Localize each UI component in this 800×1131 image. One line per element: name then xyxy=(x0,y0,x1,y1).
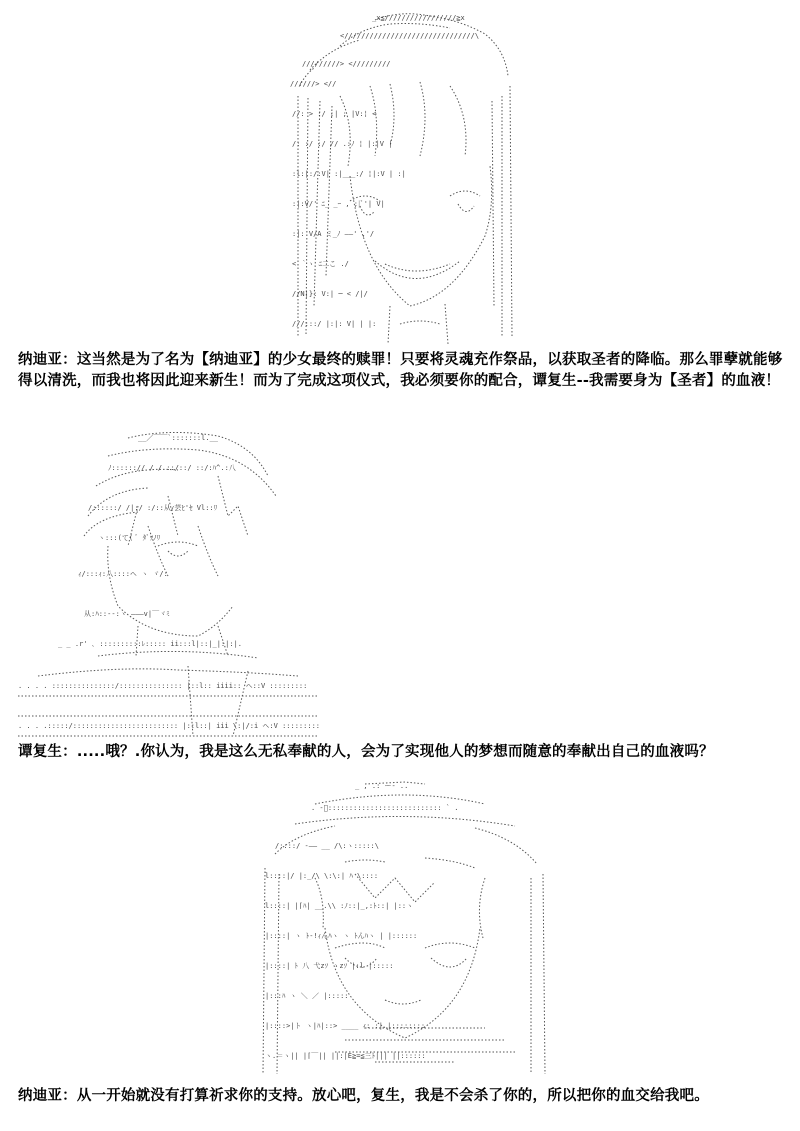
svg-text:_x≦/////////////////≧x: _x≦/////////////////≧x xyxy=(372,14,465,22)
svg-text::l:|:/:V| :|___:/ ¦|:V | :|: :l:|:/:V| :|___:/ ¦|:V | :| xyxy=(292,170,406,178)
svg-text:ヽ:::(て( ﾞ ﾀﾞｿﾉﾘ: ヽ:::(て( ﾞ ﾀﾞｿﾉﾘ xyxy=(98,534,161,542)
speaker-name: 谭复生： xyxy=(18,744,77,760)
dialogue-text: 这当然是为了名为【纳迪亚】的少女最终的赎罪！只要将灵魂充作祭品，以获取圣者的降临。那么罪孽就能够得以清洗，而我也将因此迎来新生！而为了完成这项仪式，我必须要你的配合，谭复生--我需要身为【圣者】的血液！ xyxy=(18,352,783,389)
svg-text:///:::/ |:|: V| | |:: ///:::/ |:|: V| | |: xyxy=(292,320,377,328)
speaker-name: 纳迪亚： xyxy=(18,1088,77,1104)
dialogue-tan-fusheng xyxy=(18,742,788,763)
svg-text:l::::|/ |:_/\ \:\:| ﾊ \: l::::|/ |:_/\ \:\:| ﾊ \:::: xyxy=(265,872,379,880)
svg-text:|::::| ﾄ 八 弋zｿ ゝzｿ |:l: |::::| ﾄ 八 弋zｿ ゝzｿ |:l |::::: xyxy=(265,962,394,970)
svg-text://///////> </////////: /////////> <///////// xyxy=(302,60,391,68)
svg-text::|: V/A ミ_ﾉ ――' ,'/: :|: V/A ミ_ﾉ ――' ,'/ xyxy=(292,230,375,238)
svg-text:< ｀ヽ ﾆ二こ ./: < ｀ヽ ﾆ二こ ./ xyxy=(292,260,349,268)
svg-text://N|}: V:| ─ < /|/: //N|}: V:| ─ < /|/ xyxy=(292,290,368,298)
svg-text:_ , .: ー- ..: _ , .: ー- .. xyxy=(355,782,409,790)
svg-text:/::::/ -―― __ /\:ヽ::: /::::/ -―― __ /\:ヽ:::::\ xyxy=(275,842,379,850)
svg-text:. . . . :::::::::::::::/::::::: . . . . :::::::::::::::/::::::::::::::: |::l:: iiii:: ヘ::V ::::::::: xyxy=(18,682,308,690)
svg-text:__／￣￣`:::::::l.__: __／￣￣`:::::::l.__ xyxy=(138,434,219,442)
svg-text:ｨ/:::ｨ:八::::ヘ ヽ ヾ/:: ｨ/:::ｨ:八::::ヘ ヽ ヾ/: xyxy=(78,570,168,578)
svg-text:ヽ.＝ヽ|| |⌈￣|| ||:|E≧=≦三ﾄ||| ||:: ヽ.＝ヽ|| |⌈￣|| ||:|E≧=≦三ﾄ||| ||:::::: xyxy=(265,1052,426,1060)
svg-text://////> <//: //////> <// xyxy=(290,80,337,88)
svg-text:_ _ .r' ､ ::::::::::ﾚ::::: i: _ _ .r' ､ ::::::::::ﾚ::::: ii:::l|::|_|:|:|. xyxy=(58,640,243,648)
svg-text:|::::>|ト ヽ|ﾊ|::> ____ ｨ: :| |: |::::>|ト ヽ|ﾊ|::> ____ ｨ: :| |:::::::: xyxy=(265,1022,426,1030)
ascii-art-figure-3-drawing xyxy=(255,778,555,1080)
dialogue-text: 从一开始就没有打算祈求你的支持。放心吧，复生，我是不会杀了你的，所以把你的血交给我吧。 xyxy=(76,1088,709,1104)
speaker-name: 纳迪亚： xyxy=(18,352,77,368)
svg-text:l::::| |⌈ﾊ| __.\\ :ﾉ::|_,:: l::::| |⌈ﾊ| __.\\ :ﾉ::|_,:ﾄ::| |::ヽ xyxy=(265,902,414,910)
svg-text:ﾉ::::::// / / ::/::/ ::/:ﾊ^.:: ﾉ::::::// / / ::/::/ ::/:ﾊ^.:八 xyxy=(108,464,236,472)
dialogue-nadia-2 xyxy=(18,1086,788,1107)
svg-text:|:::ﾊ ヽ ＼ ／: |:::ﾊ ヽ ＼ ／ |::::: xyxy=(265,992,349,1000)
svg-text:. . . .:::::/:::::::::::::::::: . . . .:::::/::::::::::::::::::::::::: |::l::| iii \:|/:i ヘ:V ::::::::: xyxy=(18,722,321,730)
ascii-art-figure-3 xyxy=(255,778,555,1080)
ascii-art-figure-2 xyxy=(18,426,328,744)
ascii-art-figure-2-drawing xyxy=(18,426,328,744)
dialogue-nadia-1 xyxy=(18,350,788,392)
svg-text://: > :/ ;| ; |V:¦ <: //: > :/ ;| ; |V:¦ < xyxy=(292,110,377,118)
svg-text:/::::::/ /|:/ :/::从ｨ芸ﾋ'ｾ Vl::: /::::::/ /|:/ :/::从ｨ芸ﾋ'ｾ Vl::ﾘ xyxy=(88,504,218,512)
svg-text:从:ﾊ::--:ヽ ―――v|￣ヾﾐ: 从:ﾊ::--:ヽ ―――v|￣ヾﾐ xyxy=(84,610,170,618)
svg-text:/: :/ :/ // .:ﾉ ¦ |:|V |: /: :/ :/ // .:ﾉ ¦ |:|V | xyxy=(292,140,393,148)
ascii-art-figure-1-drawing xyxy=(280,6,525,346)
ascii-art-figure-1 xyxy=(280,6,525,346)
svg-text:|::::| ヽ ﾄ-!ｨんﾊヽ ヽ ﾄんﾊヽ | |: |::::| ヽ ﾄ-!ｨんﾊヽ ヽ ﾄんﾊヽ | |:::::: xyxy=(265,932,418,940)
svg-text:. -ﾞ::::::::::::::::::::::::::: . -ﾞ::::::::::::::::::::::::::: ` . xyxy=(311,804,459,812)
svg-text::|:V/' ﾆ_ _ｰ , ;|ﾞ'| V|: :|:V/' ﾆ_ _ｰ , ;|ﾞ'| V| xyxy=(292,200,385,208)
svg-text:</////////////////////////////: <///////////////////////////////\ xyxy=(340,32,480,40)
dialogue-text: .....哦？.你认为，我是这么无私奉献的人，会为了实现他人的梦想而随意的奉献出自己的血液吗？ xyxy=(76,744,714,760)
